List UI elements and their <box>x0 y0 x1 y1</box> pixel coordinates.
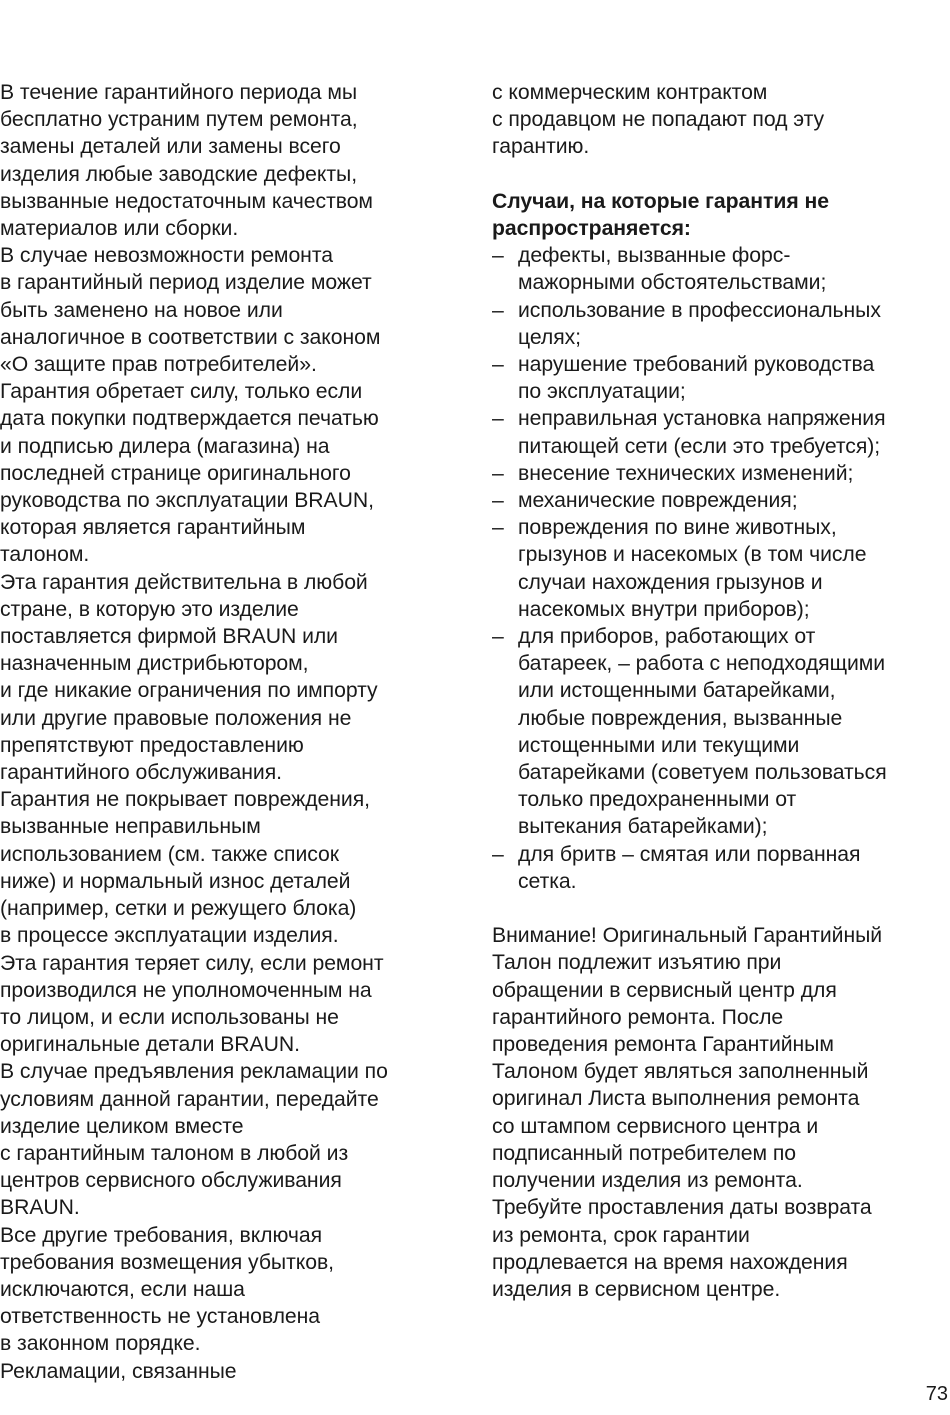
list-item-line: или истощенными батарейками, <box>518 679 836 703</box>
left-text-line: Гарантия обретает силу, только если <box>0 380 363 404</box>
left-text-line: ниже) и нормальный износ деталей <box>0 869 351 893</box>
list-dash: – <box>492 407 504 431</box>
list-item-line: для бритв – смятая или порванная <box>518 842 861 866</box>
left-text-line: в гарантийный период изделие может <box>0 271 372 295</box>
list-item-line: для приборов, работающих от <box>518 625 816 649</box>
left-text-line: замены деталей или замены всего <box>0 135 341 159</box>
list-item-line: грызунов и насекомых (в том числе <box>518 543 867 567</box>
heading-text-line: Случаи, на которые гарантия не <box>492 189 829 213</box>
left-text-line: стране, в которую это изделие <box>0 597 299 621</box>
left-text-line: Эта гарантия теряет силу, если ремонт <box>0 951 384 975</box>
left-text-line: центров сервисного обслуживания <box>0 1169 342 1193</box>
exclusions-list <box>492 242 950 895</box>
left-text-line: которая является гарантийным <box>0 516 306 540</box>
list-dash: – <box>492 244 504 268</box>
list-item-line: нарушение требований руководства <box>518 353 875 377</box>
left-text-line: быть заменено на новое или <box>0 298 283 322</box>
list-item <box>492 841 950 895</box>
left-text-line: (например, сетки и режущего блока) <box>0 897 357 921</box>
left-text-line: Эта гарантия действительна в любой <box>0 570 368 594</box>
list-item-line: повреждения по вине животных, <box>518 516 837 540</box>
intro-text-line: гарантию. <box>492 135 590 159</box>
left-text-line: исключаются, если наша <box>0 1277 245 1301</box>
left-text-line: то лицом, и если использованы не <box>0 1005 339 1029</box>
left-text-line: бесплатно устраним путем ремонта, <box>0 108 358 132</box>
list-dash: – <box>492 461 504 485</box>
left-text-line: дата покупки подтверждается печатью <box>0 407 379 431</box>
notice-text-line: из ремонта, срок гарантии <box>492 1223 750 1247</box>
left-text-line: В течение гарантийного периода мы <box>0 81 358 104</box>
list-item-line: внесение технических изменений; <box>518 461 854 485</box>
heading-text-line: распространяется: <box>492 217 691 240</box>
notice-text-line: Талоном будет являться заполненный <box>492 1060 869 1084</box>
left-text-line: требования возмещения убытков, <box>0 1250 334 1274</box>
left-text-line: гарантийного обслуживания. <box>0 761 282 785</box>
list-dash: – <box>492 489 504 513</box>
notice-text-line: продлевается на время нахождения <box>492 1250 848 1274</box>
list-item-line: по эксплуатации; <box>518 380 686 404</box>
notice-text-line: Требуйте проставления даты возврата <box>492 1196 872 1220</box>
left-text-line: изделие целиком вместе <box>0 1114 244 1138</box>
notice-text-line: получении изделия из ремонта. <box>492 1169 803 1193</box>
list-item-line: насекомых внутри приборов); <box>518 597 810 621</box>
left-text-line: Все другие требования, включая <box>0 1223 323 1247</box>
left-text-line: Гарантия не покрывает повреждения, <box>0 788 370 812</box>
notice-text-line: проведения ремонта Гарантийным <box>492 1033 834 1057</box>
left-text-line: В случае предъявления рекламации по <box>0 1060 388 1084</box>
list-item-line: механические повреждения; <box>518 489 798 513</box>
left-text-line: «О защите прав потребителей». <box>0 353 317 377</box>
left-text-line: в процессе эксплуатации изделия. <box>0 924 339 948</box>
page-number: 73 <box>925 1383 948 1405</box>
left-text-line: условиям данной гарантии, передайте <box>0 1087 379 1111</box>
list-item-line: батареек, – работа с неподходящими <box>518 652 886 676</box>
notice-paragraph <box>492 922 950 1303</box>
list-item <box>492 623 950 841</box>
list-item <box>492 460 950 487</box>
list-item <box>492 514 950 623</box>
list-item <box>492 405 950 459</box>
right-column <box>492 79 950 1303</box>
list-item-line: питающей сети (если это требуется); <box>518 434 881 458</box>
notice-text-line: подписанный потребителем по <box>492 1141 797 1165</box>
left-text-line: BRAUN. <box>0 1196 80 1220</box>
list-item <box>492 487 950 514</box>
list-dash: – <box>492 842 504 866</box>
paragraph-gap <box>492 895 950 922</box>
left-text-line: с гарантийным талоном в любой из <box>0 1141 349 1165</box>
list-item-line: целях; <box>518 325 581 349</box>
list-item-line: вытекания батарейками); <box>518 815 768 839</box>
list-item-line: любые повреждения, вызванные <box>518 706 843 730</box>
list-item-line: случаи нахождения грызунов и <box>518 570 823 594</box>
left-text-line: вызванные неправильным <box>0 815 261 839</box>
left-text-line: использованием (см. также список <box>0 842 339 866</box>
left-text-line: последней странице оригинального <box>0 461 351 485</box>
notice-text-line: Талон подлежит изъятию при <box>492 951 782 975</box>
left-text-line: производился не уполномоченным на <box>0 978 372 1002</box>
left-column <box>0 79 462 1385</box>
left-text-line: назначенным дистрибьютором, <box>0 652 309 676</box>
left-text-line: аналогичное в соответствии с законом <box>0 325 381 349</box>
list-dash: – <box>492 625 504 649</box>
intro-text-line: с продавцом не попадают под эту <box>492 108 825 132</box>
notice-text-line: со штампом сервисного центра и <box>492 1114 819 1138</box>
left-text-line: руководства по эксплуатации BRAUN, <box>0 489 374 513</box>
left-text-line: вызванные недостаточным качеством <box>0 189 373 213</box>
list-item-line: батарейками (советуем пользоваться <box>518 761 887 785</box>
left-text-line: ответственность не установлена <box>0 1305 321 1329</box>
notice-text-line: Внимание! Оригинальный Гарантийный <box>492 924 883 948</box>
notice-text-line: изделия в сервисном центре. <box>492 1277 781 1301</box>
list-item-line: мажорными обстоятельствами; <box>518 271 827 295</box>
left-text-line: талоном. <box>0 543 90 567</box>
intro-text-line: с коммерческим контрактом <box>492 81 768 104</box>
list-item-line: только предохраненными от <box>518 788 797 812</box>
left-text-line: и где никакие ограничения по импорту <box>0 679 378 703</box>
list-item-line: истощенными или текущими <box>518 733 800 757</box>
left-text-line: оригинальные детали BRAUN. <box>0 1033 300 1057</box>
left-text-line: материалов или сборки. <box>0 217 239 241</box>
list-item-line: дефекты, вызванные форс- <box>518 244 791 268</box>
list-item-line: использование в профессиональных <box>518 298 881 322</box>
left-text-line: поставляется фирмой BRAUN или <box>0 625 338 649</box>
list-item <box>492 297 950 351</box>
list-dash: – <box>492 298 504 322</box>
notice-text-line: обращении в сервисный центр для <box>492 978 837 1002</box>
paragraph-gap <box>492 161 950 188</box>
left-text-line: Рекламации, связанные <box>0 1359 237 1383</box>
intro-paragraph <box>492 79 950 161</box>
list-item <box>492 242 950 296</box>
list-dash: – <box>492 353 504 377</box>
list-item <box>492 351 950 405</box>
left-text-line: В случае невозможности ремонта <box>0 244 333 268</box>
exclusions-heading <box>492 188 950 242</box>
list-item-line: сетка. <box>518 869 577 893</box>
left-text-line: изделия любые заводские дефекты, <box>0 162 358 186</box>
left-text-line: в законном порядке. <box>0 1332 201 1356</box>
notice-text-line: оригинал Листа выполнения ремонта <box>492 1087 860 1111</box>
left-text-line: или другие правовые положения не <box>0 706 352 730</box>
left-text-line: препятствуют предоставлению <box>0 733 304 757</box>
notice-text-line: гарантийного ремонта. После <box>492 1005 784 1029</box>
list-item-line: неправильная установка напряжения <box>518 407 886 431</box>
list-dash: – <box>492 516 504 540</box>
left-text-line: и подписью дилера (магазина) на <box>0 434 330 458</box>
